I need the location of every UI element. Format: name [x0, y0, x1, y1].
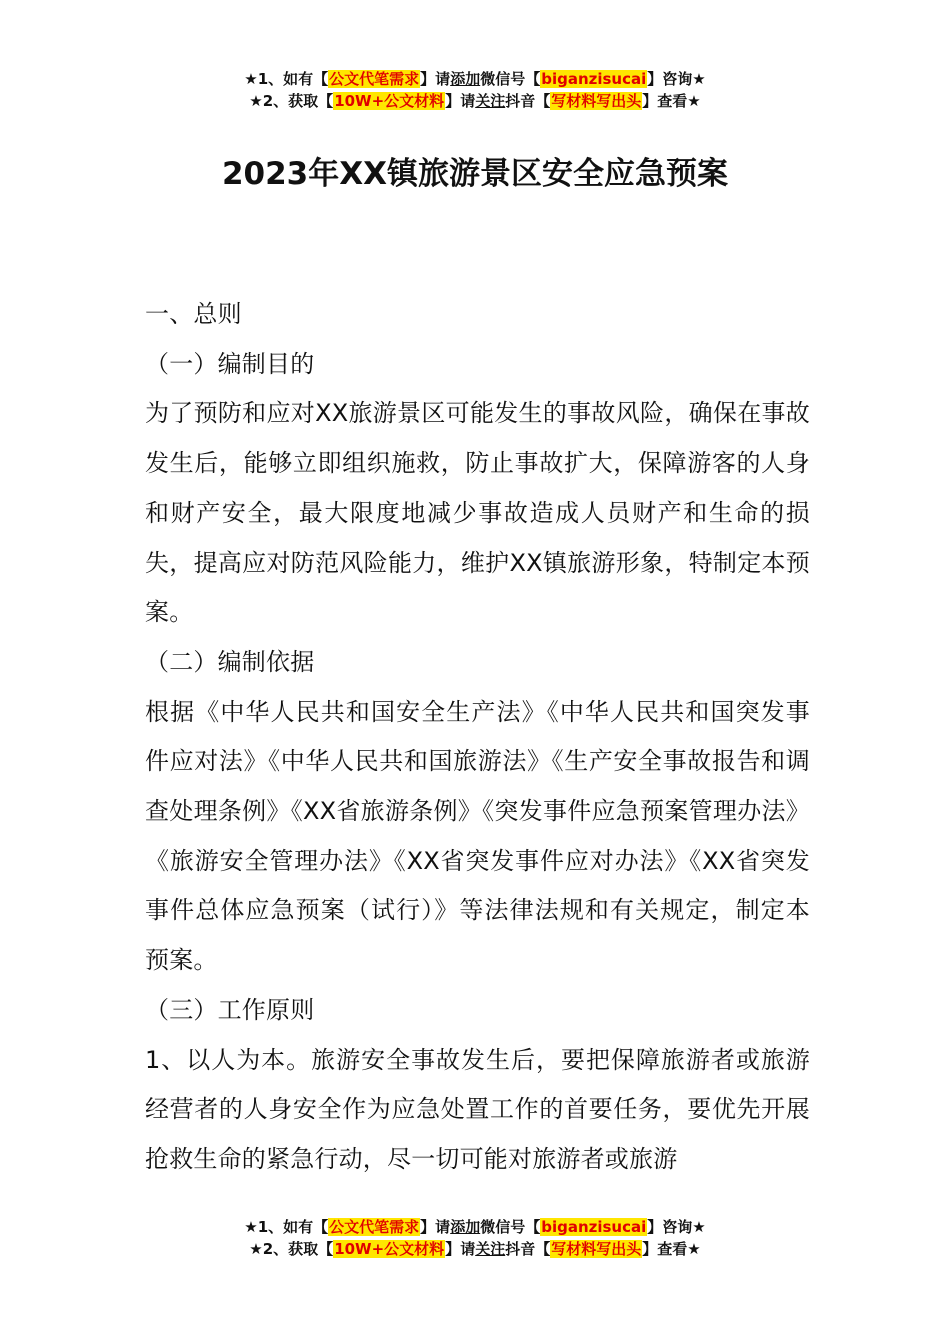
banner-text: 抖音【 [505, 1240, 551, 1258]
banner-text: 抖音【 [505, 92, 551, 110]
footer-banner [0, 1216, 950, 1260]
subsection-heading: （一）编制目的 [145, 349, 315, 378]
banner-line-1 [0, 68, 950, 90]
banner-highlight: 10W+公文材料 [334, 1240, 445, 1258]
banner-highlight: biganzisucai [541, 1218, 647, 1236]
header-banner [0, 68, 950, 112]
banner-text: 】咨询★ [647, 70, 706, 88]
banner-text: 微信号【 [480, 70, 541, 88]
banner-text: 】请 [420, 70, 451, 88]
banner-text: 微信号【 [480, 1218, 541, 1236]
subsection-heading: （二）编制依据 [145, 647, 315, 676]
banner-text: 】查看★ [642, 1240, 701, 1258]
banner-text: ★2、获取【 [249, 92, 334, 110]
banner-text: ★1、如有【 [244, 70, 329, 88]
banner-line-2 [0, 1238, 950, 1260]
banner-highlight: 公文代笔需求 [329, 1218, 420, 1236]
banner-text: 】请 [445, 92, 476, 110]
body-paragraph: 根据《中华人民共和国安全生产法》《中华人民共和国突发事件应对法》《中华人民共和国旅游法》《生产安全事故报告和调查处理条例》《XX省旅游条例》《突发事件应急预案管理办法》《旅游安全管理办法》《XX省突发事件应对办法》《XX省突发事件总体应急预案（试行）》等法律法规和有关规定，制定本预案。 [145, 697, 810, 975]
banner-text: 】查看★ [642, 92, 701, 110]
subsection-heading: （三）工作原则 [145, 995, 315, 1024]
banner-underlined: 关注 [475, 92, 506, 110]
body-paragraph: 为了预防和应对XX旅游景区可能发生的事故风险，确保在事故发生后，能够立即组织施救，防止事故扩大，保障游客的人身和财产安全，最大限度地减少事故造成人员财产和生命的损失，提高应对防范风险能力，维护XX镇旅游形象，特制定本预案。 [145, 399, 810, 627]
document-title: 2023年XX镇旅游景区安全应急预案 [221, 156, 729, 192]
section-heading: 一、总则 [145, 300, 242, 328]
banner-highlight: biganzisucai [541, 70, 647, 88]
banner-highlight: 公文代笔需求 [329, 70, 420, 88]
banner-text: ★1、如有【 [244, 1218, 329, 1236]
banner-text: ★2、获取【 [249, 1240, 334, 1258]
banner-highlight: 10W+公文材料 [334, 92, 445, 110]
banner-line-1 [0, 1216, 950, 1238]
banner-highlight: 写材料写出头 [551, 1240, 642, 1258]
banner-text: 】咨询★ [647, 1218, 706, 1236]
banner-text: 】请 [445, 1240, 476, 1258]
banner-underlined: 关注 [475, 1240, 506, 1258]
banner-underlined: 添加 [450, 1218, 481, 1236]
banner-highlight: 写材料写出头 [551, 92, 642, 110]
document-body [145, 290, 810, 1185]
banner-line-2 [0, 90, 950, 112]
body-paragraph: 1、以人为本。旅游安全事故发生后，要把保障旅游者或旅游经营者的人身安全作为应急处置工作的首要任务，要优先开展抢救生命的紧急行动，尽一切可能对旅游者或旅游 [145, 1045, 810, 1173]
banner-underlined: 添加 [450, 70, 481, 88]
banner-text: 】请 [420, 1218, 451, 1236]
